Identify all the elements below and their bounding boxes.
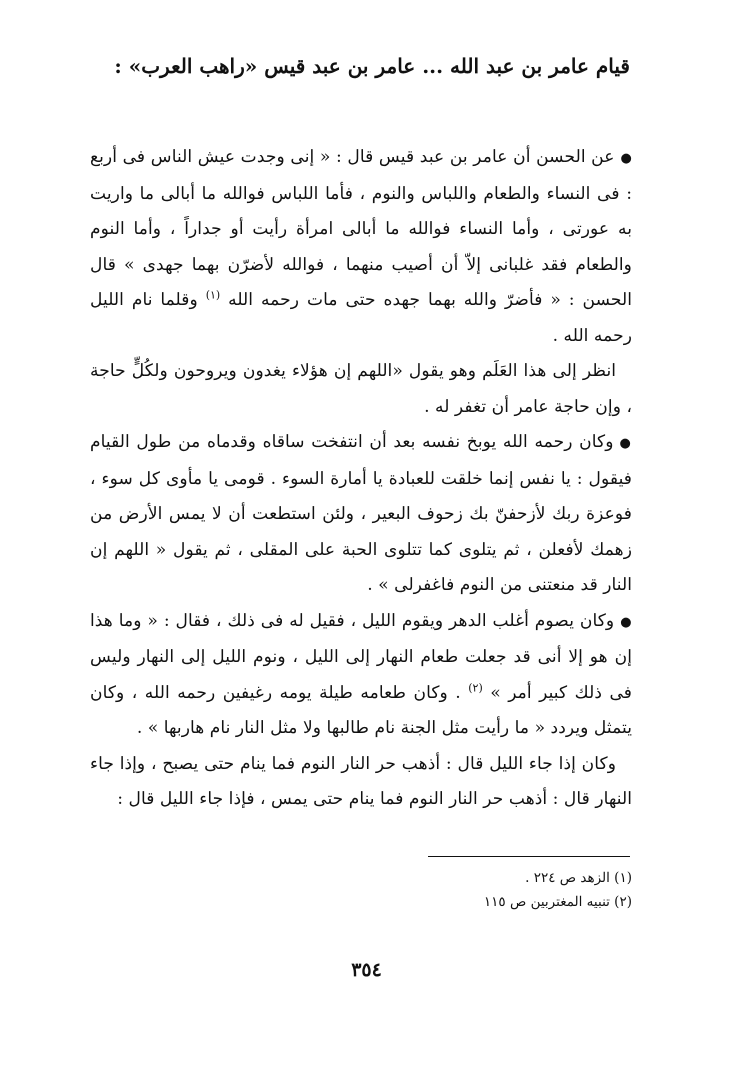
- paragraph-5: وكان إذا جاء الليل قال : أذهب حر النار النوم فما ينام حتى يصبح ، وإذا جاء النهار قال : أذهب حر النار النوم فما ينام حتى يمس ، فإذا جاء الليل قال :: [90, 753, 632, 809]
- paragraph-4-text: وكان يصوم أغلب الدهر ويقوم الليل ، فقيل له فى ذلك ، فقال : « وما هذا إن هو إلا أنى قد جعلت طعام النهار إلى الليل ، ونوم الليل إلى النهار وليس فى ذلك كبير أمر »: [90, 610, 633, 703]
- paragraph-1: [90, 140, 632, 354]
- footnote-2: (٢) تنبيه المغتربين ص ١١٥: [483, 894, 632, 910]
- running-header: قيام عامر بن عبد الله ... عامر بن عبد قيس «راهب العرب» :: [114, 54, 630, 78]
- bullet-icon: ●: [620, 151, 633, 166]
- paragraph-1-text-end: وقلما نام الليل رحمه الله .: [90, 290, 632, 346]
- paragraph-2: انظر إلى هذا العَلَم وهو يقول «اللهم إن هؤلاء يغدون ويروحون ولكُلٍّ حاجة ، وإن حاجة عامر أن تغفر له .: [90, 361, 632, 417]
- footnote-marker-1: (١): [205, 288, 221, 302]
- paragraph-3-text: وكان رحمه الله يوبخ نفسه بعد أن انتفخت ساقاه وقدماه من طول القيام فيقول : يا نفس إنما خلقت للعبادة يا أمارة السوء . قومى يا مأوى كل سوء ، فوعزة ربك لأزحفنّ بك زحوف البعير ، ولئن استطعت أن لا يمس الأرض من زهمك لأفعلن ، ثم يتلوى كما تتلوى الحبة على المقلى ، ثم يقول « اللهم إن النار قد منعتنى من النوم فاغفرلى » .: [90, 432, 632, 595]
- footnote-1: (١) الزهد ص ٢٢٤ .: [525, 870, 632, 886]
- footnotes: [300, 866, 632, 914]
- page-number: ٣٥٤: [351, 959, 382, 981]
- paragraph-4: [90, 604, 632, 747]
- paragraph-3: [90, 425, 632, 604]
- body-text: [90, 140, 632, 818]
- bullet-icon: ●: [620, 614, 633, 630]
- footnote-marker-2: (٢): [468, 680, 483, 694]
- paragraph-4-text-end: . وكان طعامه طيلة يومه رغيفين رحمه الله ، وكان يتمثل ويردد « ما رأيت مثل الجنة نام طالبها ولا مثل النار نام هاربها » .: [90, 682, 632, 738]
- bullet-icon: ●: [619, 436, 633, 451]
- footnote-divider: [428, 856, 630, 857]
- paragraph-1-text: عن الحسن أن عامر بن عبد قيس قال : « إنى وجدت عيش الناس فى أربع : فى النساء والطعام واللباس والنوم ، فأما اللباس فوالله ما أبالى ما واريت به عورتى ، وأما النساء فوالله ما أبالى امرأة رأيت أو جداراً ، وأما النوم والطعام فقد غلبانى إلاّ أن أصيب منهما ، فوالله لأضرّن بهما جهدى » قال الحسن : « فأضرّ والله بهما جهده حتى مات رحمه الله: [90, 147, 633, 310]
